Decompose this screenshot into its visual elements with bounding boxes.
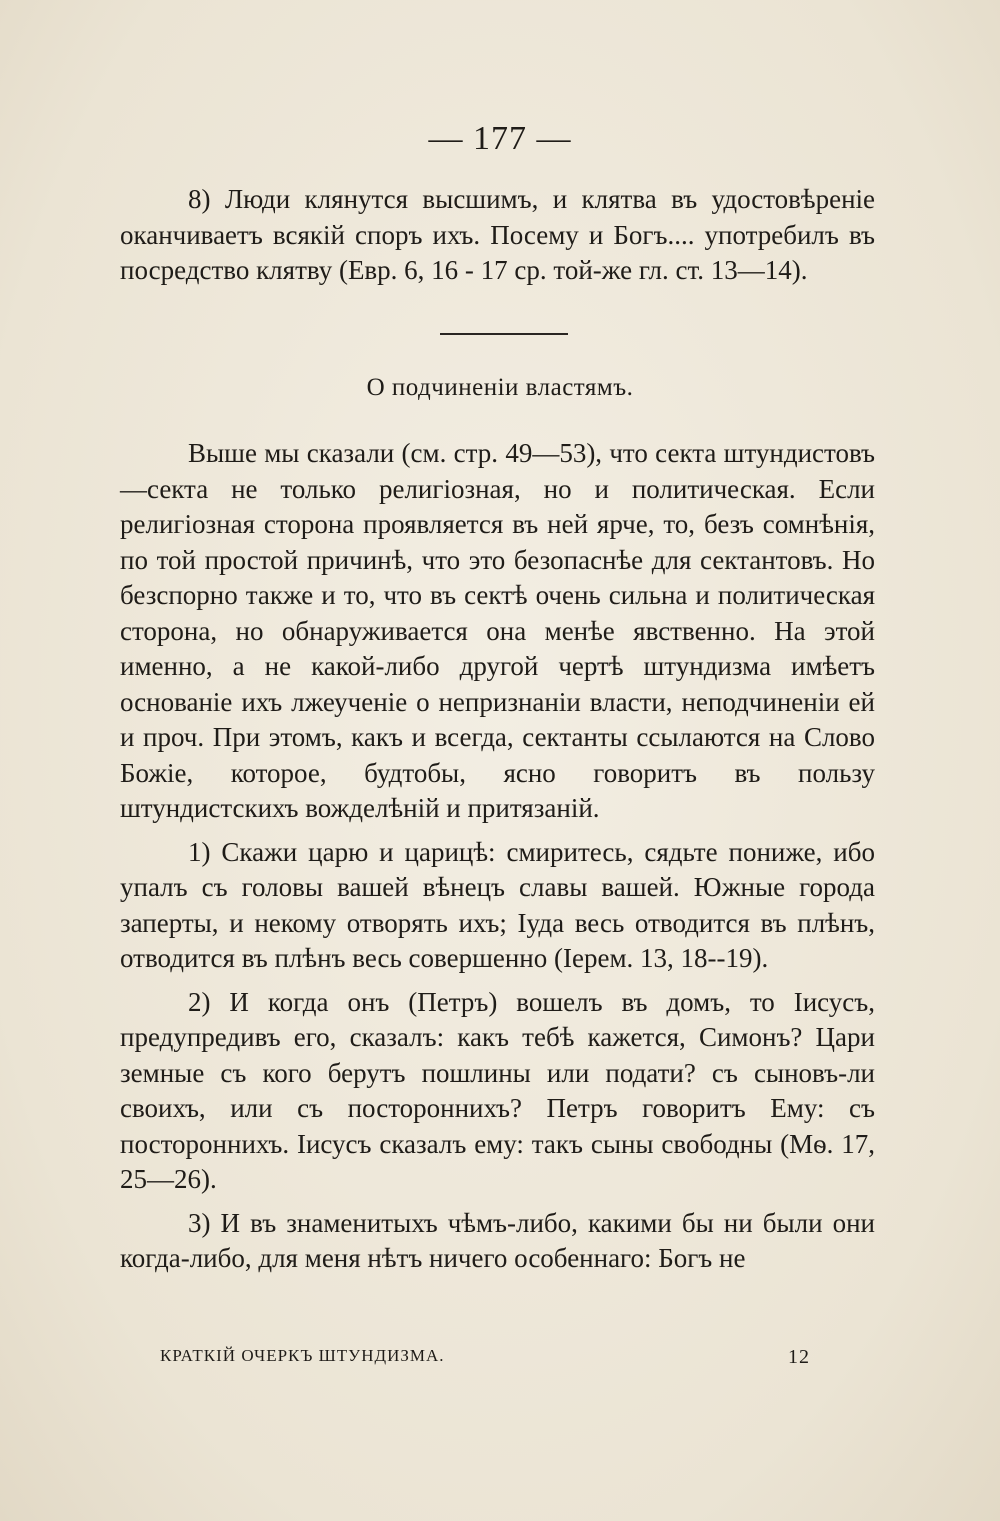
paragraph-intro: Выше мы сказали (см. стр. 49—53), что секта штундистовъ—секта не только религiозная, но и политическая. Если религiозная сторона проявляется въ ней ярче, то, безъ сомнѣнiя, по той простой причинѣ, что это безопаснѣе для сектантовъ. Но безспорно также и то, что въ сектѣ очень сильна и политическая сторона, но обнаруживается она менѣе явственно. На этой именно, а не какой-либо другой чертѣ штундизма имѣетъ основанiе ихъ лжеученiе о непризнанiи власти, неподчиненiи ей и проч. При этомъ, какъ и всегда, сектанты ссылаются на Слово Божiе, которое, будтобы, ясно говоритъ въ пользу штундистскихъ вожделѣнiй и притязанiй. [120, 438, 875, 823]
paragraph-quote-2: 2) И когда онъ (Петръ) вошелъ въ домъ, то Iисусъ, предупредивъ его, сказалъ: какъ тебѣ кажется, Симонъ? Цари земные съ кого берутъ пошлины или подати? съ сыновъ-ли своихъ, или съ постороннихъ? Петръ говоритъ Ему: съ постороннихъ. Iисусъ сказалъ ему: такъ сыны свободны (Мѳ. 17, 25—26). [120, 986, 875, 1194]
main-section [120, 436, 875, 1277]
footer-book-title: КРАТКIЙ ОЧЕРКЪ ШТУНДИЗМА. [160, 1346, 445, 1365]
section-heading: О подчиненiи властямъ. [366, 374, 634, 401]
paragraph-quote-1: 1) Скажи царю и царицѣ: смиритесь, сядьте пониже, ибо упалъ съ головы вашей вѣнецъ славы вашей. Южные города заперты, и некому отворять ихъ; Iуда весь отводится въ плѣнъ, отводится въ плѣнъ весь совершенно (Iерем. 13, 18--19). [120, 836, 875, 973]
intro-paragraph: 8) Люди клянутся высшимъ, и клятва въ удостовѣренiе оканчиваетъ всякiй споръ ихъ. Посему и Богъ.... употребилъ въ посредство клятву (Евр. 6, 16 - 17 ср. той-же гл. ст. 13—14). [120, 184, 875, 285]
page-number: — 177 — [428, 120, 572, 157]
paragraph-quote-3: 3) И въ знаменитыхъ чѣмъ-либо, какими бы ни были они когда-либо, для меня нѣтъ ничего особеннаго: Богъ не [120, 1207, 875, 1273]
footer-signature-mark: 12 [788, 1346, 810, 1368]
section-divider [440, 333, 568, 335]
intro-section [120, 182, 875, 289]
